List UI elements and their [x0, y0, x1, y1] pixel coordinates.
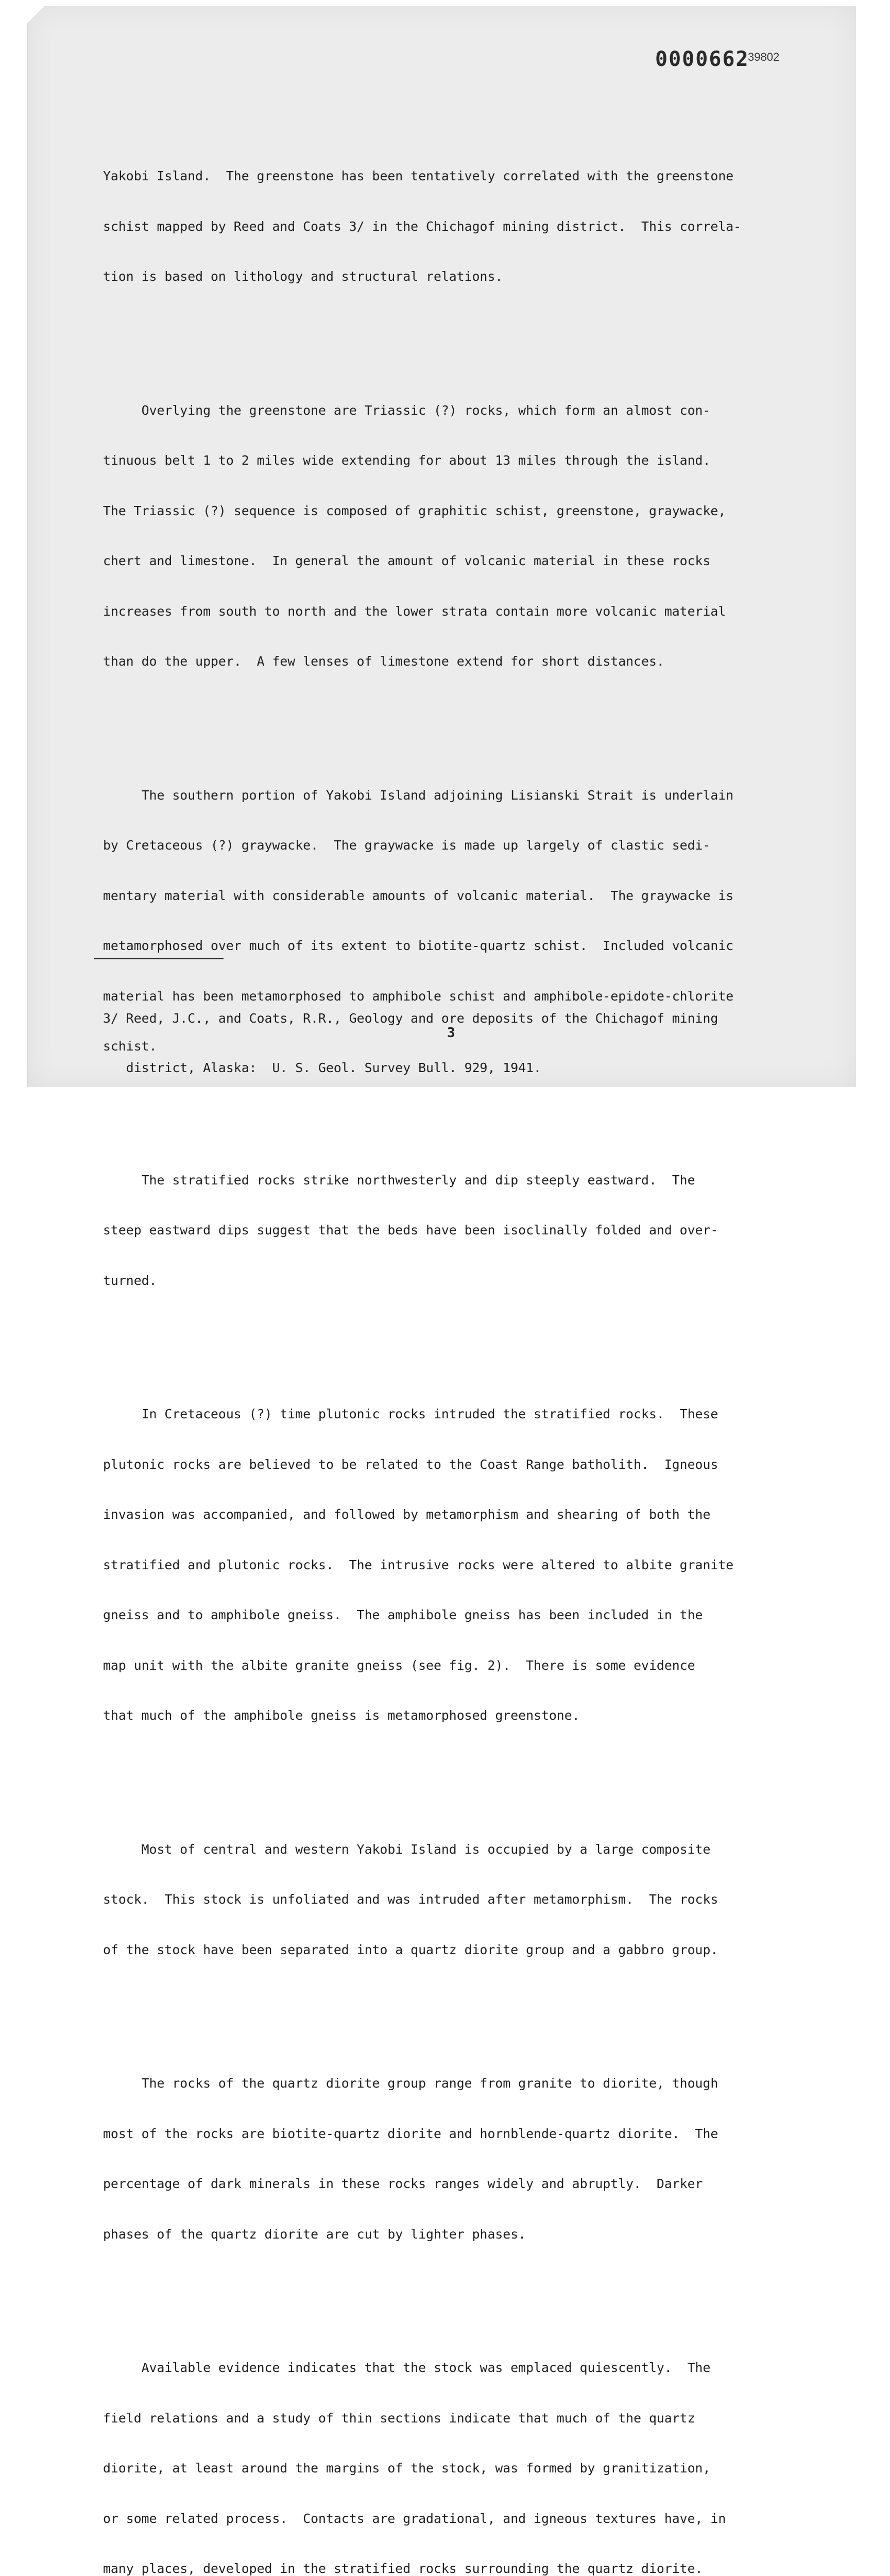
text-line: steep eastward dips suggest that the beds have been isoclinally folded and over-: [103, 1223, 718, 1238]
document-stamp-superscript: 39802: [748, 50, 780, 63]
text-line: The rocks of the quartz diorite group range from granite to diorite, though: [103, 2076, 718, 2091]
paragraph-1: [103, 134, 814, 319]
text-line: map unit with the albite granite gneiss (see fig. 2). There is some evidence: [103, 1657, 695, 1673]
text-line: stratified and plutonic rocks. The intrusive rocks were altered to albite granite: [103, 1557, 734, 1572]
paragraph-7: [103, 2042, 814, 2276]
text-line: Available evidence indicates that the stock was emplaced quiescently. The: [103, 2360, 711, 2375]
footnote-line: 3/ Reed, J.C., and Coats, R.R., Geology and ore deposits of the Chichagof mining: [103, 1011, 718, 1026]
text-line: The southern portion of Yakobi Island adjoining Lisianski Strait is underlain: [103, 787, 734, 803]
footnote: [103, 977, 718, 1093]
text-line: Overlying the greenstone are Triassic (?) rocks, which form an almost con-: [103, 402, 711, 418]
text-line: increases from south to north and the lower strata contain more volcanic material: [103, 603, 726, 619]
text-line: of the stock have been separated into a quartz diorite group and a gabbro group.: [103, 1942, 718, 1957]
text-line: plutonic rocks are believed to be related to the Coast Range batholith. Igneous: [103, 1456, 718, 1472]
text-line: schist.: [103, 1039, 157, 1054]
text-line: tinuous belt 1 to 2 miles wide extending for about 13 miles through the island.: [103, 453, 711, 468]
text-line: many places, developed in the stratified rocks surrounding the quartz diorite.: [103, 2561, 703, 2576]
text-line: by Cretaceous (?) graywacke. The graywacke is made up largely of clastic sedi-: [103, 838, 711, 853]
text-line: diorite, at least around the margins of the stock, was formed by granitization,: [103, 2461, 711, 2476]
text-line: invasion was accompanied, and followed by metamorphism and shearing of both the: [103, 1507, 711, 1522]
body-text: [103, 101, 814, 2576]
paragraph-5: [103, 1372, 814, 1758]
text-line: or some related process. Contacts are gradational, and igneous textures have, in: [103, 2511, 726, 2526]
paragraph-4: [103, 1139, 814, 1323]
text-line: than do the upper. A few lenses of limestone extend for short distances.: [103, 654, 664, 669]
text-line: turned.: [103, 1273, 157, 1288]
text-line: most of the rocks are biotite-quartz diorite and hornblende-quartz diorite. The: [103, 2126, 718, 2141]
footnote-divider: [94, 958, 224, 959]
text-line: material has been metamorphosed to amphibole schist and amphibole-epidote-chlorite: [103, 988, 734, 1004]
paragraph-6: [103, 1808, 814, 1992]
paragraph-8: [103, 2326, 814, 2576]
text-line: gneiss and to amphibole gneiss. The amphibole gneiss has been included in the: [103, 1607, 703, 1622]
text-line: metamorphosed over much of its extent to biotite-quartz schist. Included volcanic: [103, 938, 734, 953]
footnote-line: district, Alaska: U. S. Geol. Survey Bull. 929, 1941.: [103, 1060, 541, 1075]
text-line: percentage of dark minerals in these rocks ranges widely and abruptly. Darker: [103, 2176, 703, 2191]
text-line: tion is based on lithology and structural relations.: [103, 269, 503, 284]
text-line: schist mapped by Reed and Coats 3/ in the Chichagof mining district. This correla-: [103, 218, 742, 234]
text-line: Most of central and western Yakobi Island is occupied by a large composite: [103, 1841, 711, 1857]
text-line: chert and limestone. In general the amount of volcanic material in these rocks: [103, 553, 711, 568]
text-line: that much of the amphibole gneiss is metamorphosed greenstone.: [103, 1708, 580, 1723]
text-line: The stratified rocks strike northwesterly and dip steeply eastward. The: [103, 1172, 695, 1188]
text-line: stock. This stock is unfoliated and was intruded after metamorphism. The rocks: [103, 1892, 718, 1907]
text-line: mentary material with considerable amounts of volcanic material. The graywacke is: [103, 888, 734, 903]
page-corner-fold: [27, 6, 44, 24]
text-line: In Cretaceous (?) time plutonic rocks intruded the stratified rocks. These: [103, 1406, 718, 1421]
text-line: phases of the quartz diorite are cut by lighter phases.: [103, 2226, 526, 2242]
text-line: field relations and a study of thin sections indicate that much of the quartz: [103, 2410, 695, 2426]
paragraph-2: [103, 369, 814, 704]
text-line: Yakobi Island. The greenstone has been tentatively correlated with the greenstone: [103, 168, 734, 183]
text-line: The Triassic (?) sequence is composed of graphitic schist, greenstone, graywacke,: [103, 503, 726, 518]
page-number: 3: [447, 1025, 455, 1041]
document-stamp-number: 0000662: [655, 47, 749, 71]
